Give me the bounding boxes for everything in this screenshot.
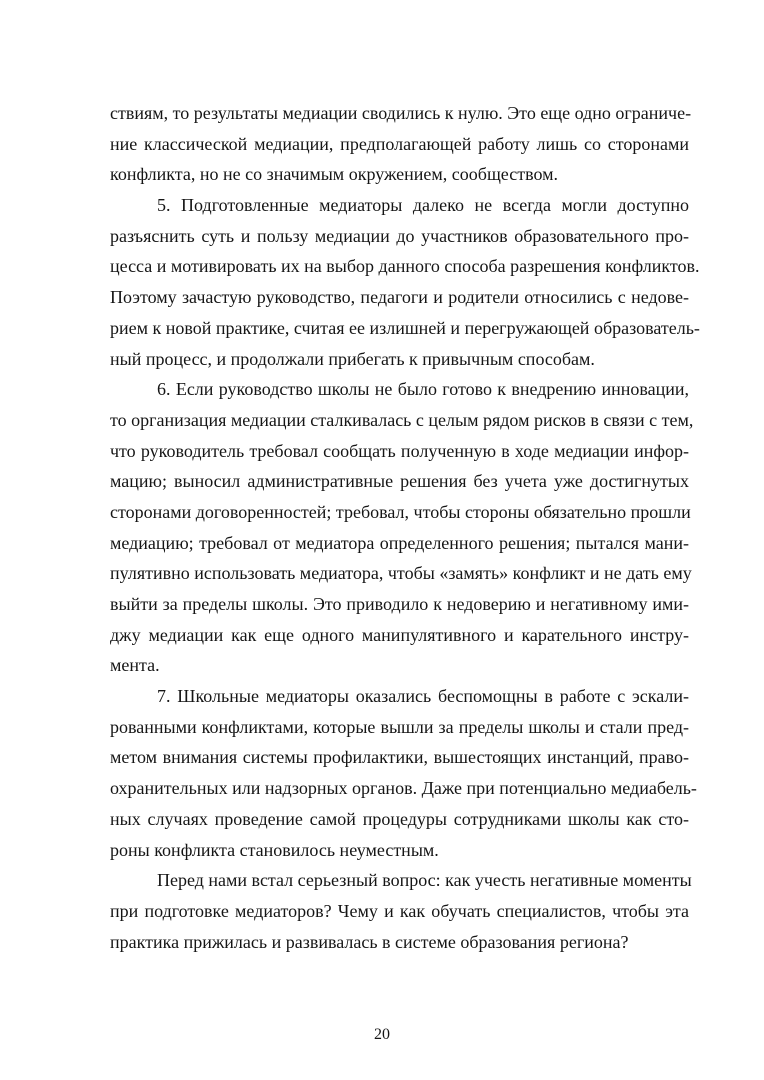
text-line: охранительных или надзорных органов. Даже при потенциально медиабель- — [110, 778, 697, 799]
text-line: 7. Школьные медиаторы оказались беспомощны в работе с эскали- — [157, 686, 689, 707]
page-number: 20 — [374, 1026, 390, 1043]
text-line: при подготовке медиаторов? Чему и как обучать специалистов, чтобы эта — [110, 900, 689, 921]
text-line: Поэтому зачастую руководство, педагоги и родители относились с недове- — [110, 287, 689, 308]
text-line: ных случаях проведение самой процедуры сотрудниками школы как сто- — [110, 808, 689, 829]
text-line: разъяснить суть и пользу медиации до участников образовательного про- — [110, 225, 689, 246]
text-line: медиацию; требовал от медиатора определенного решения; пытался мани- — [110, 532, 689, 553]
text-line: ние классической медиации, предполагающей работу лишь со сторонами — [110, 133, 689, 154]
text-line: цесса и мотивировать их на выбор данного способа разрешения конфликтов. — [110, 256, 700, 277]
text-line: мента. — [110, 655, 160, 676]
text-line: ствиям, то результаты медиации сводились к нулю. Это еще одно ограниче- — [110, 103, 692, 123]
text-line: роны конфликта становилось неуместным. — [110, 839, 439, 860]
text-line: ный процесс, и продолжали прибегать к привычным способам. — [110, 348, 595, 369]
text-line: мацию; выносил административные решения без учета уже достигнутых — [110, 471, 689, 492]
text-line: рованными конфликтами, которые вышли за пределы школы и стали пред- — [110, 716, 689, 737]
text-line: 5. Подготовленные медиаторы далеко не всегда могли доступно — [157, 195, 689, 216]
text-line: что руководитель требовал сообщать полученную в ходе медиации инфор- — [110, 440, 689, 461]
text-line: выйти за пределы школы. Это приводило к недоверию и негативному ими- — [110, 594, 689, 614]
text-line: конфликта, но не со значимым окружением, сообществом. — [110, 164, 559, 185]
text-line: сторонами договоренностей; требовал, чтобы стороны обязательно прошли — [110, 501, 691, 522]
text-line: джу медиации как еще одного манипулятивного и карательного инстру- — [110, 624, 689, 645]
text-line: 6. Если руководство школы не было готово к внедрению инновации, — [157, 379, 689, 400]
text-line: практика прижилась и развивалась в системе образования региона? — [110, 931, 629, 952]
body-text — [110, 98, 700, 957]
text-line: то организация медиации сталкивалась с целым рядом рисков в связи с тем, — [110, 409, 694, 430]
text-line: пулятивно использовать медиатора, чтобы «замять» конфликт и не дать ему — [110, 563, 692, 584]
text-line: рием к новой практике, считая ее излишней и перегружающей образователь- — [110, 317, 700, 338]
text-line: метом внимания системы профилактики, вышестоящих инстанций, право- — [110, 747, 689, 768]
text-line: Перед нами встал серьезный вопрос: как учесть негативные моменты — [157, 870, 692, 891]
